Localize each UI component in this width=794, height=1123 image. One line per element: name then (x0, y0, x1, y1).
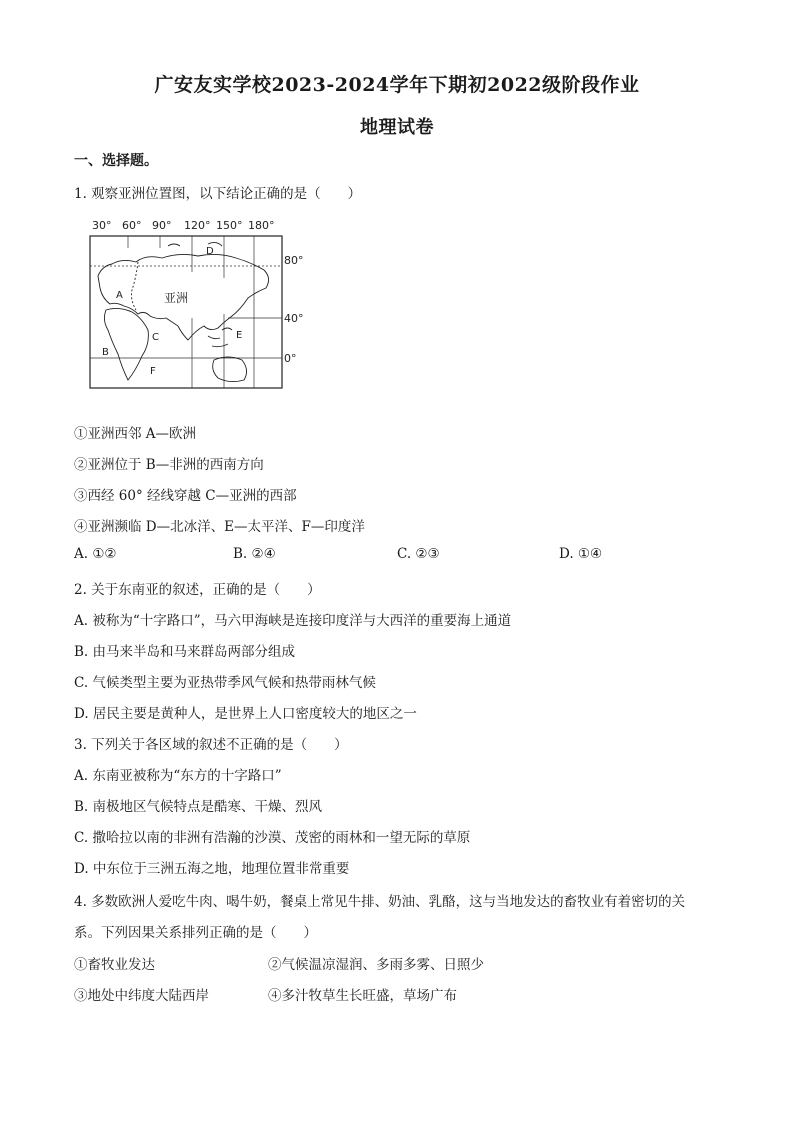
q2-stem: 2. 关于东南亚的叙述，正确的是（ ） (74, 582, 321, 598)
q1-statement: ②亚洲位于 B—非洲的西南方向 (74, 457, 264, 473)
q1-option-d: D. ①④ (559, 546, 603, 562)
q4-item: ③地处中纬度大陆西岸 (74, 988, 209, 1004)
map-lon-label: 60° (122, 219, 142, 232)
map-region-label: B (102, 347, 109, 358)
q1-option-a: A. ①② (74, 546, 117, 562)
q2-option-c: C. 气候类型主要为亚热带季风气候和热带雨林气候 (74, 675, 376, 691)
map-boundary (132, 262, 139, 310)
map-lon-label: 30° (92, 219, 112, 232)
q1-statement: ③西经 60° 经线穿越 C—亚洲的西部 (74, 488, 297, 504)
map-lat-label: 80° (284, 254, 304, 267)
q1-statement: ①亚洲西邻 A—欧洲 (74, 426, 197, 442)
q3-option-c: C. 撒哈拉以南的非洲有浩瀚的沙漠、茂密的雨林和一望无际的草原 (74, 830, 471, 846)
q3-option-a: A. 东南亚被称为“东方的十字路口” (74, 768, 282, 784)
map-region-label: F (150, 366, 156, 377)
q1-stem: 1. 观察亚洲位置图，以下结论正确的是（ ） (74, 186, 362, 202)
q3-option-b: B. 南极地区气候特点是酷寒、干燥、烈风 (74, 799, 323, 815)
q1-option-c: C. ②③ (397, 546, 440, 562)
map-region-label: A (116, 290, 123, 301)
map-region-label: E (236, 330, 243, 341)
map-lon-label: 150° (216, 219, 243, 232)
q3-stem: 3. 下列关于各区域的叙述不正确的是（ ） (74, 737, 348, 753)
q2-option-d: D. 居民主要是黄种人，是世界上人口密度较大的地区之一 (74, 706, 417, 722)
q4-stem-line2: 系。下列因果关系排列正确的是（ ） (74, 925, 317, 941)
q4-item: ④多汁牧草生长旺盛，草场广布 (268, 988, 457, 1004)
map-region-label: C (152, 332, 159, 343)
page-title: 广安友实学校2023-2024学年下期初2022级阶段作业 (154, 74, 640, 96)
map-lon-label: 90° (152, 219, 172, 232)
map-continent-label: 亚洲 (164, 291, 189, 305)
map-lat-label: 40° (284, 312, 304, 325)
map-graticule (90, 236, 282, 388)
q1-statement: ④亚洲濒临 D—北冰洋、E—太平洋、F—印度洋 (74, 519, 365, 535)
q4-stem-line1: 4. 多数欧洲人爱吃牛肉、喝牛奶，餐桌上常见牛排、奶油、乳酪，这与当地发达的畜牧业有着密切的关 (74, 894, 686, 910)
map-lon-label: 180° (248, 219, 275, 232)
page-subtitle: 地理试卷 (360, 117, 434, 138)
q4-item: ①畜牧业发达 (74, 957, 155, 973)
q4-item: ②气候温凉湿润、多雨多雾、日照少 (268, 957, 484, 973)
q2-option-b: B. 由马来半岛和马来群岛两部分组成 (74, 644, 296, 660)
map-landmass (98, 242, 269, 381)
map-frame (90, 236, 282, 388)
q3-option-d: D. 中东位于三洲五海之地，地理位置非常重要 (74, 861, 350, 877)
q2-option-a: A. 被称为“十字路口”，马六甲海峡是连接印度洋与大西洋的重要海上通道 (74, 613, 512, 629)
map-region-label: D (206, 246, 214, 257)
map-lat-label: 0° (284, 352, 297, 365)
section-heading: 一、选择题。 (74, 153, 158, 169)
map-lon-label: 120° (184, 219, 211, 232)
q1-option-b: B. ②④ (233, 546, 276, 562)
asia-location-map (88, 218, 304, 394)
